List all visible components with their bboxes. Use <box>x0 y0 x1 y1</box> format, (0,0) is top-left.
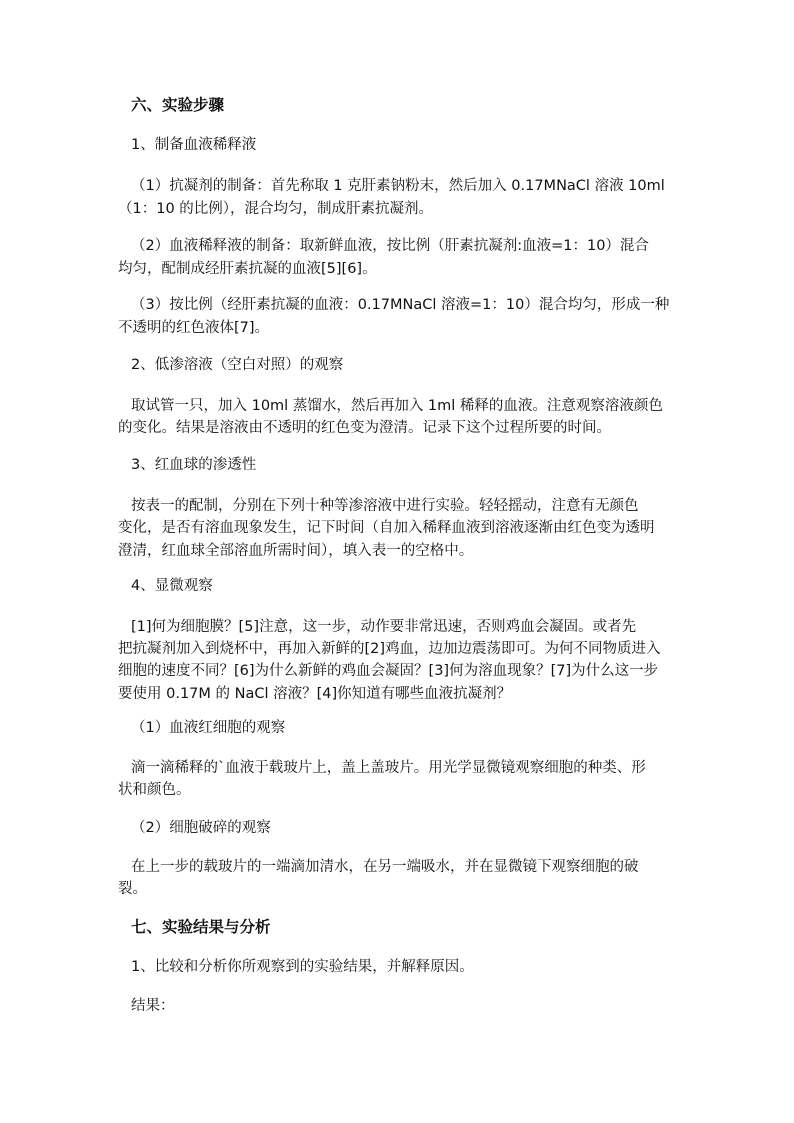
step-2-body-line-1: 取试管一只，加入 10ml 蒸馏水，然后再加入 1ml 稀释的血液。注意观察溶液颜色 <box>131 398 663 414</box>
section-7-heading: 七、实验结果与分析 <box>131 918 271 936</box>
step-4-sub-2-body-line-2: 裂。 <box>118 881 147 897</box>
step-1-item-1-line-2: （1：10 的比例），混合均匀，制成肝素抗凝剂。 <box>118 201 434 217</box>
step-2-title: 2、低渗溶液（空白对照）的观察 <box>131 357 344 373</box>
section-7-item-1: 1、比较和分析你所观察到的实验结果，并解释原因。 <box>131 959 474 975</box>
step-4-sub-2-body-line-1: 在上一步的载玻片的一端滴加清水，在另一端吸水，并在显微镜下观察细胞的破 <box>131 859 639 875</box>
step-1-item-3-line-1: （3）按比例（经肝素抗凝的血液：0.17MNaCl 溶液=1：10）混合均匀，形成一种 <box>131 297 670 313</box>
step-4-sub-1-body-line-2: 状和颜色。 <box>118 782 191 798</box>
step-1-item-2-line-1: （2）血液稀释液的制备：取新鲜血液，按比例（肝素抗凝剂:血液=1：10）混合 <box>131 238 649 254</box>
step-4-notes-line-1: [1]何为细胞膜？[5]注意，这一步，动作要非常迅速，否则鸡血会凝固。或者先 <box>131 619 637 635</box>
step-1-title: 1、制备血液稀释液 <box>131 137 257 153</box>
step-4-notes-line-4: 要使用 0.17M 的 NaCl 溶液？[4]你知道有哪些血液抗凝剂？ <box>118 686 512 702</box>
step-3-title: 3、红血球的渗透性 <box>131 457 257 473</box>
step-1-item-1-line-1: （1）抗凝剂的制备：首先称取 1 克肝素钠粉末，然后加入 0.17MNaCl 溶液 10ml <box>131 178 665 194</box>
step-1-item-2-line-2: 均匀，配制成经肝素抗凝的血液[5][6]。 <box>118 261 377 277</box>
section-6-heading: 六、实验步骤 <box>131 96 225 114</box>
step-4-notes-line-3: 细胞的速度不同？[6]为什么新鲜的鸡血会凝固？[3]何为溶血现象？[7]为什么这一步 <box>118 663 659 679</box>
result-label: 结果： <box>131 998 175 1014</box>
step-4-sub-2-title: （2）细胞破碎的观察 <box>131 820 271 836</box>
step-3-body-line-1: 按表一的配制，分别在下列十种等渗溶液中进行实验。轻轻摇动，注意有无颜色 <box>131 498 639 514</box>
step-1-item-3-line-2: 不透明的红色液体[7]。 <box>118 320 270 336</box>
step-4-sub-1-body-line-1: 滴一滴稀释的`血液于载玻片上，盖上盖玻片。用光学显微镜观察细胞的种类、形 <box>131 760 646 776</box>
step-3-body-line-2: 变化，是否有溶血现象发生，记下时间（自加入稀释血液到溶液逐渐由红色变为透明 <box>118 520 655 536</box>
step-4-title: 4、显微观察 <box>131 578 213 594</box>
step-3-body-line-3: 澄清，红血球全部溶血所需时间），填入表一的空格中。 <box>118 543 474 559</box>
step-2-body-line-2: 的变化。结果是溶液由不透明的红色变为澄清。记录下这个过程所要的时间。 <box>118 420 611 436</box>
step-4-notes-line-2: 把抗凝剂加入到烧杯中，再加入新鲜的[2]鸡血，边加边震荡即可。为何不同物质进入 <box>118 641 661 657</box>
step-4-sub-1-title: （1）血液红细胞的观察 <box>131 720 286 736</box>
